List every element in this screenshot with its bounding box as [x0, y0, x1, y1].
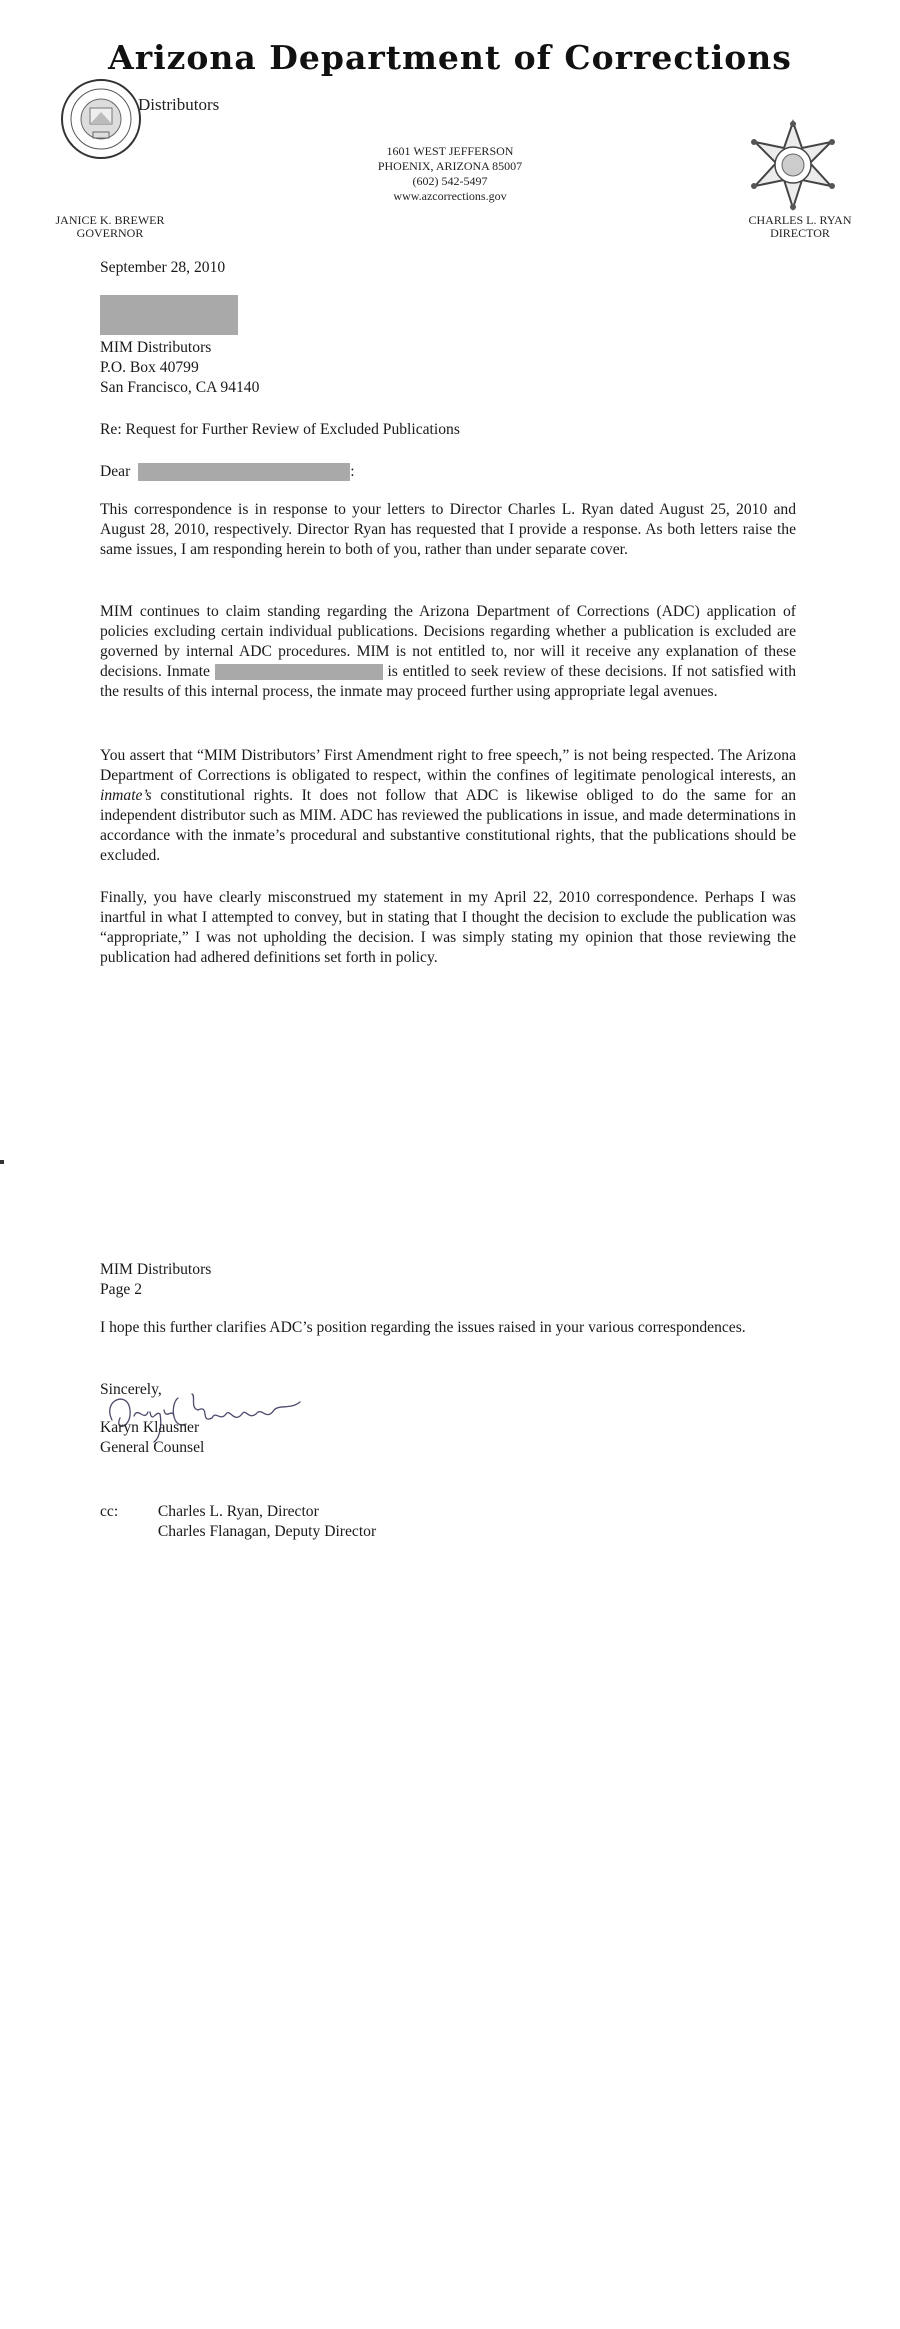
paragraph-free-speech-text-continued: constitutional rights. It does not follow that ADC is likewise obliged to do the same for an independent distributor such as MIM. ADC has reviewed the publications in issue, and made determinations in accordance with the inmate’s procedural and substantive constitutional rights, that the publications should be excluded. [100, 787, 796, 864]
director-title: DIRECTOR [770, 226, 830, 240]
signer-title: General Counsel [100, 1439, 205, 1456]
address-phone: (602) 542-5497 [412, 174, 488, 188]
signer-name: Karyn Klausner [100, 1419, 200, 1436]
paragraph-standing-text-continued: is entitled to seek review of these decisions. If not satisfied with the results of this internal process, the inmate may proceed further using appropriate legal avenues. [100, 663, 796, 700]
paragraph-closing: I hope this further clarifies ADC’s position regarding the issues raised in your various correspondences. [100, 1319, 746, 1336]
governor-name: JANICE K. BREWER [55, 213, 165, 227]
address-line: PHOENIX, ARIZONA 85007 [377, 159, 523, 173]
state-seal-icon [60, 78, 142, 160]
paragraph-response: This correspondence is in response to your letters to Director Charles L. Ryan dated August 25, 2010 and August 28, 2010, respectively. Director Ryan has requested that I provide a response. As both letters raise the same issues, I am responding herein to both of you, rather than under separate cover. [100, 501, 796, 558]
redacted-recipient-name [100, 295, 238, 335]
closing: Sincerely, [100, 1381, 162, 1398]
emphasized-word: inmate’s [100, 787, 152, 804]
department-masthead: Arizona Department of Corrections [108, 38, 792, 77]
page2-header-page-number: Page 2 [100, 1281, 143, 1298]
subject-line: Re: Request for Further Review of Excluded Publications [100, 421, 460, 438]
recipient-line: MIM Distributors [100, 339, 212, 356]
signature-block [100, 1398, 796, 1458]
paragraph-clarification: Finally, you have clearly misconstrued my statement in my April 22, 2010 correspondence. Perhaps I was inartful in what I attempted to convey, but in stating that I thought the decision to exclude the publication was “appropriate,” I was not upholding the decision. I was simply stating my opinion that those reviewing the publication had adhered definitions set forth in policy. [100, 889, 796, 966]
scan-artifact [0, 1160, 4, 1164]
salutation-colon: : [350, 463, 355, 480]
cc-recipient: Charles L. Ryan, Director [157, 1503, 319, 1520]
salutation [100, 462, 796, 482]
cc-block [100, 1502, 796, 1542]
paragraph-standing-text: MIM continues to claim standing regarding the Arizona Department of Corrections (ADC) application of policies excluding certain individual publications. Decisions regarding whether a publication is excluded are governed by internal ADC procedures. MIM is not entitled to, nor will it receive any explanation of these decisions. Inmate [100, 603, 796, 680]
address-website: www.azcorrections.gov [393, 189, 507, 203]
paragraph-free-speech-text: You assert that “MIM Distributors’ First Amendment right to free speech,” is not being respected. The Arizona Department of Corrections is obligated to respect, within the confines of legitimate penological interests, an [100, 747, 796, 784]
recipient-line: San Francisco, CA 94140 [100, 379, 260, 396]
address-line: 1601 WEST JEFFERSON [386, 144, 514, 158]
governor-block [30, 214, 190, 240]
recipient-line: P.O. Box 40799 [100, 359, 199, 376]
director-block [720, 214, 880, 240]
page2-header-recipient: MIM Distributors [100, 1261, 212, 1278]
department-address [300, 144, 600, 204]
star-badge-icon [746, 118, 840, 212]
governor-title: GOVERNOR [76, 226, 144, 240]
salutation-text: Dear [100, 463, 131, 480]
paragraph-free-speech [100, 746, 796, 866]
recipient-address [100, 338, 796, 398]
director-name: CHARLES L. RYAN [748, 213, 852, 227]
seal-overlap-text: Distributors [138, 95, 220, 114]
paragraph-standing [100, 602, 796, 702]
letter-date: September 28, 2010 [100, 259, 226, 276]
cc-recipient: Charles Flanagan, Deputy Director [157, 1523, 377, 1540]
redacted-addressee [138, 463, 350, 481]
redacted-inmate-name [215, 664, 383, 680]
page2-header [100, 1260, 796, 1300]
cc-label: cc: [100, 1503, 119, 1520]
